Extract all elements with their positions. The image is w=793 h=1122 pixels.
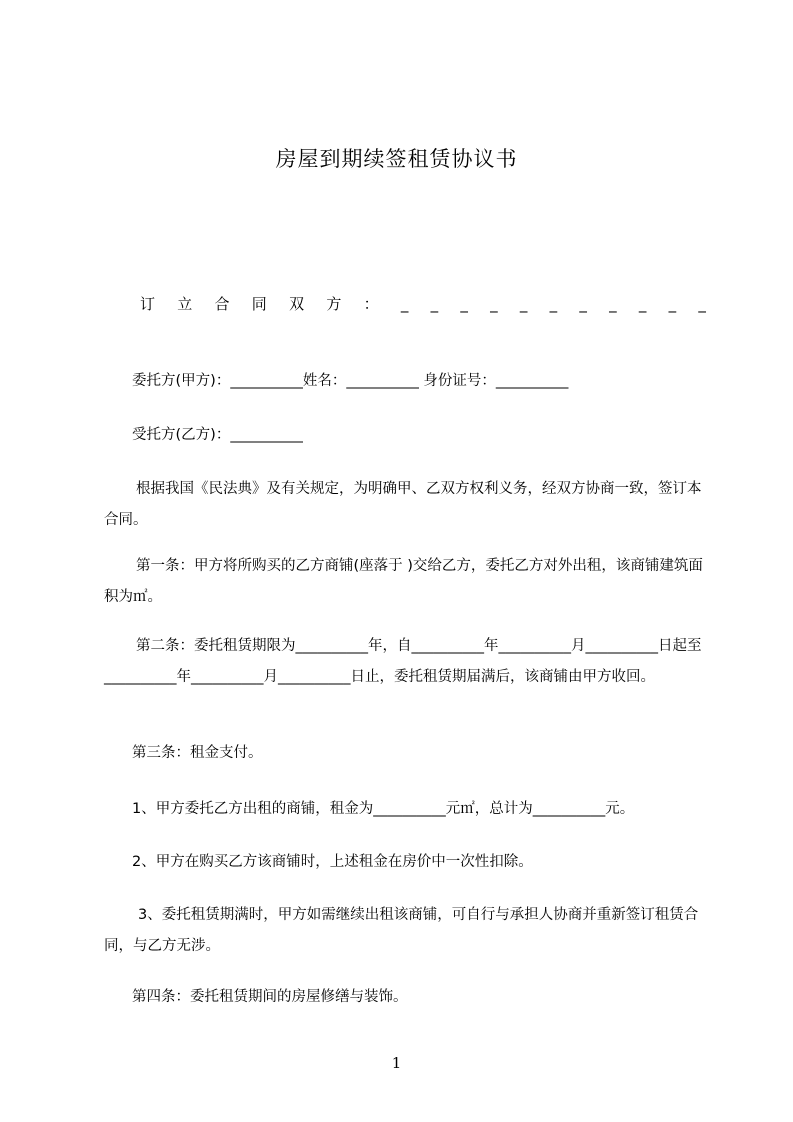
parties-char: _	[609, 295, 617, 313]
parties-char: 方	[326, 295, 342, 313]
parties-char: _	[698, 295, 706, 313]
parties-char: _	[460, 295, 468, 313]
parties-char: _	[579, 295, 587, 313]
article-three-item-3: 3、委托租赁期满时，甲方如需继续出租该商铺，可自行与承担人协商并重新签订租赁合同，与乙方无涉。	[104, 907, 699, 954]
parties-char: _	[430, 295, 439, 313]
article-three-item-1: 1、甲方委托乙方出租的商铺，租金为__________元㎡，总计为__________元。	[132, 801, 635, 817]
article-two-paragraph: 第二条：委托租赁期限为__________年，自__________年__________月__________日起至__________年__________月__________日止，委托租赁期届满后，该商铺由甲方收回。	[104, 638, 702, 685]
parties-char: _	[400, 295, 409, 313]
article-three-item-2: 2、甲方在购买乙方该商铺时，上述租金在房价中一次性扣除。	[132, 854, 533, 870]
document-title: 房屋到期续签租赁协议书	[275, 147, 518, 171]
page-number: 1	[391, 1054, 402, 1072]
parties-char: _	[668, 295, 677, 313]
contract-parties-line	[140, 289, 706, 320]
article-four-heading: 第四条：委托租赁期间的房屋修缮与装饰。	[132, 989, 408, 1005]
article-three-heading: 第三条：租金支付。	[132, 745, 263, 761]
agent-party-line: 受托方(乙方)：__________	[132, 427, 303, 443]
parties-char: _	[549, 295, 558, 313]
parties-char: 双	[289, 295, 305, 313]
parties-char: _	[490, 295, 498, 313]
principal-party-line: 委托方(甲方)：__________姓名：__________ 身份证号：__________	[132, 373, 569, 389]
article-one-paragraph: 第一条：甲方将所购买的乙方商铺(座落于 )交给乙方，委托乙方对外出租，该商铺建筑面积为㎡。	[104, 558, 703, 605]
parties-char: ：	[363, 295, 379, 313]
parties-char: _	[638, 295, 647, 313]
parties-char: 立	[177, 295, 193, 313]
parties-char: 合	[214, 295, 230, 313]
preamble-paragraph: 根据我国《民法典》及有关规定，为明确甲、乙双方权利义务，经双方协商一致，签订本合同。	[104, 481, 702, 528]
parties-char: 订	[140, 295, 156, 313]
parties-char: 同	[251, 295, 267, 313]
parties-char: _	[519, 295, 528, 313]
